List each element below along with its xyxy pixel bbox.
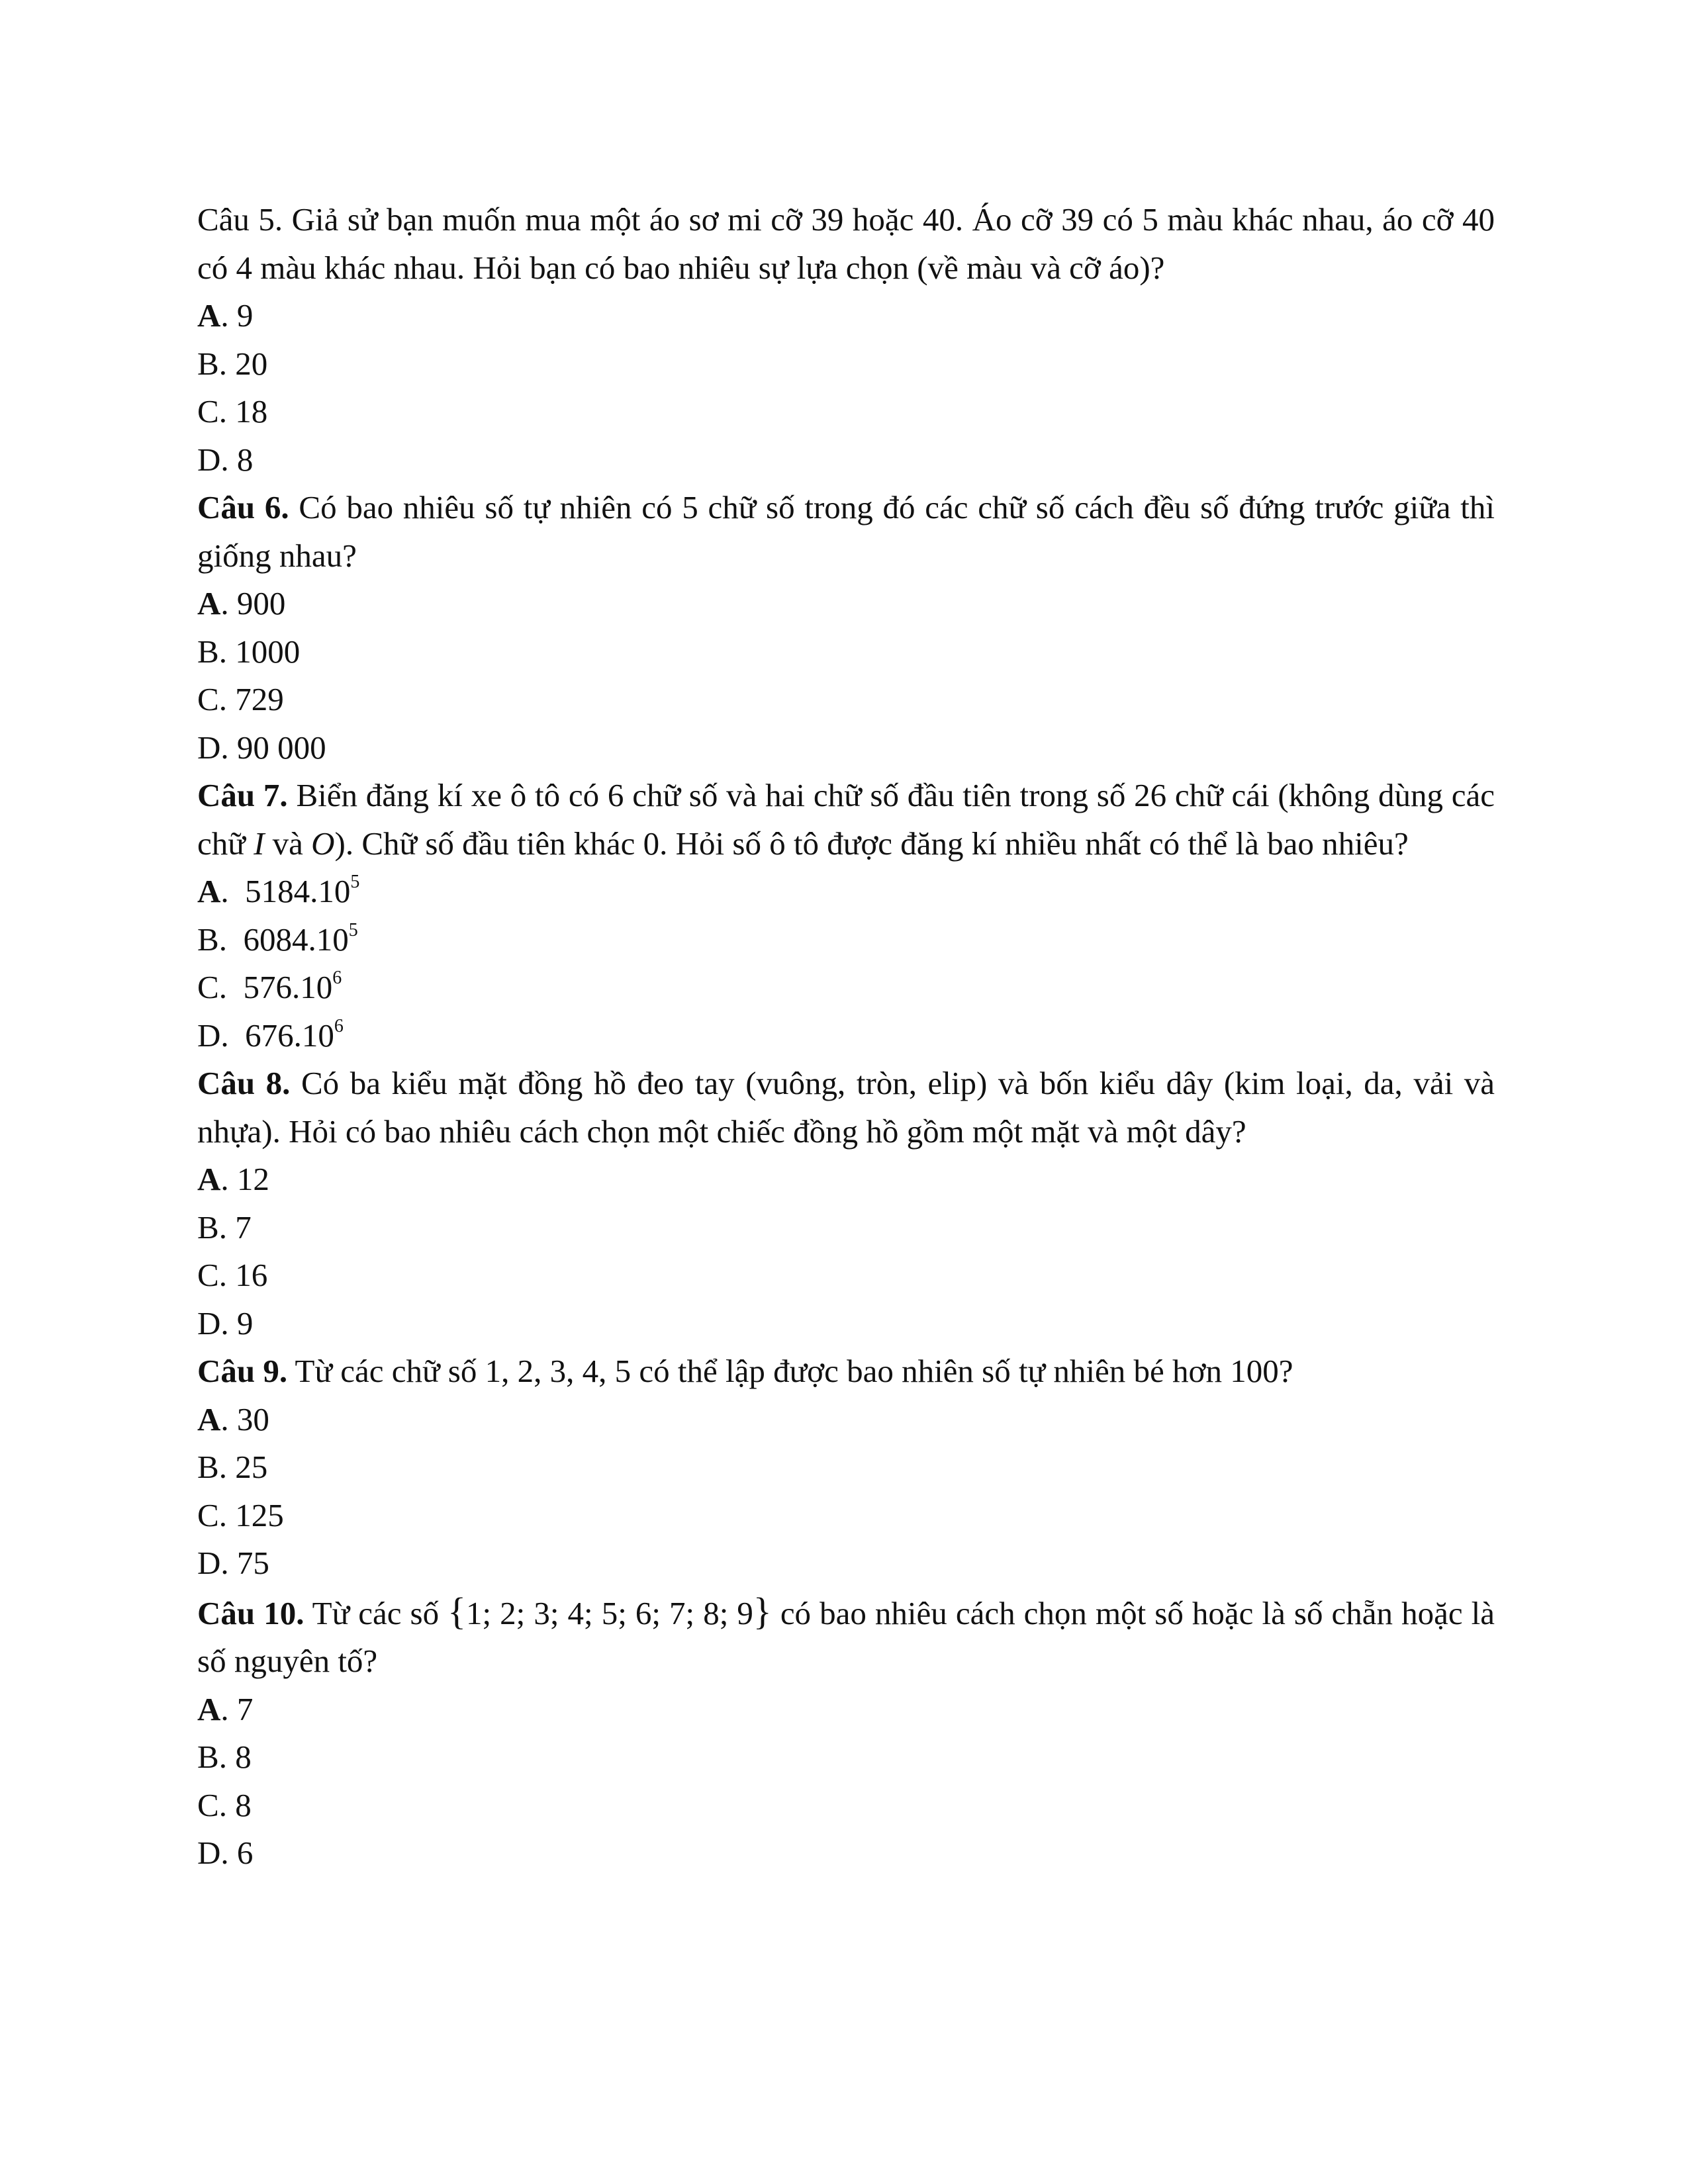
option-letter: A bbox=[197, 873, 221, 909]
set-open-brace: { bbox=[447, 1589, 466, 1633]
option-a: A. 7 bbox=[197, 1690, 254, 1727]
option-value: 5184.10 bbox=[245, 873, 351, 909]
document-page bbox=[197, 196, 1495, 1878]
question-text: Có ba kiểu mặt đồng hồ đeo tay (vuông, tròn, elip) và bốn kiểu dây (kim loại, da, vải và nhựa). Hỏi có bao nhiêu cách chọn một chiếc đồng hồ gồm một mặt và một dây? bbox=[197, 1065, 1495, 1150]
option-b: B. 1000 bbox=[197, 633, 301, 670]
question-5 bbox=[197, 196, 1495, 292]
option-letter: C bbox=[197, 393, 219, 430]
option-exponent: 6 bbox=[334, 1015, 344, 1036]
option-value: 676.10 bbox=[245, 1017, 334, 1054]
option-a: A. 9 bbox=[197, 297, 254, 334]
math-digits: 1, 2, 3, 4, 5 bbox=[485, 1353, 632, 1389]
question-text-part: Từ các chữ số bbox=[295, 1353, 477, 1389]
option-exponent: 5 bbox=[350, 872, 360, 892]
option-value: 576.10 bbox=[243, 969, 333, 1005]
option-value: 6084.10 bbox=[243, 921, 349, 958]
option-value: 12 bbox=[236, 1161, 269, 1197]
option-value: 7 bbox=[235, 1208, 252, 1246]
option-value: 90 000 bbox=[236, 729, 326, 766]
option-letter: B bbox=[197, 1739, 219, 1775]
option-value: 125 bbox=[235, 1496, 284, 1533]
question-text-part: Biển đăng kí xe ô tô có 6 chữ số và hai chữ số đầu tiên trong số 26 chữ cái (không dùng các chữ bbox=[197, 777, 1495, 862]
option-value: 9 bbox=[236, 1304, 254, 1342]
question-text-part: ). Chữ số đầu tiên khác 0. Hỏi số ô tô được đăng kí nhiều nhất có thể là bao nhiêu? bbox=[334, 825, 1409, 862]
option-value: 8 bbox=[235, 1786, 252, 1823]
option-b: B. 20 bbox=[197, 345, 268, 382]
option-d: D. 8 bbox=[197, 441, 254, 478]
question-label: Câu 7. bbox=[197, 777, 288, 813]
option-letter: B bbox=[197, 633, 219, 670]
question-label: Câu 6. bbox=[197, 489, 289, 525]
option-value: 75 bbox=[236, 1545, 269, 1581]
question-7 bbox=[197, 772, 1495, 868]
option-a: A. 30 bbox=[197, 1400, 269, 1437]
option-letter: A bbox=[197, 585, 221, 621]
question-text-part: ? bbox=[1278, 1353, 1293, 1389]
math-variable: I bbox=[254, 825, 265, 862]
option-d: D. 90 000 bbox=[197, 729, 326, 766]
question-text-part: có bao nhiêu cách chọn một số hoặc là số chẵn hoặc là số nguyên tố? bbox=[197, 1594, 1495, 1679]
option-letter: A bbox=[197, 297, 221, 334]
option-exponent: 5 bbox=[348, 919, 358, 940]
option-letter: C bbox=[197, 1257, 219, 1293]
question-10 bbox=[197, 1588, 1495, 1686]
option-letter: C bbox=[197, 681, 219, 717]
option-d: D. 9 bbox=[197, 1304, 254, 1342]
option-letter: D bbox=[197, 1017, 221, 1054]
math-set: 1; 2; 3; 4; 5; 6; 7; 8; 9 bbox=[465, 1594, 753, 1631]
option-value: 6 bbox=[236, 1835, 254, 1871]
option-letter: A bbox=[197, 1400, 221, 1437]
option-letter: C bbox=[197, 1496, 219, 1533]
option-c: C. 729 bbox=[197, 681, 284, 717]
option-letter: D bbox=[197, 441, 221, 478]
option-value: 8 bbox=[235, 1739, 252, 1775]
question-9 bbox=[197, 1347, 1495, 1396]
option-b: B. 8 bbox=[197, 1739, 252, 1775]
math-variable: O bbox=[311, 825, 335, 862]
option-c: C. 8 bbox=[197, 1786, 252, 1823]
set-close-brace: } bbox=[753, 1589, 772, 1633]
option-letter: B bbox=[197, 1449, 219, 1485]
option-letter: D bbox=[197, 1835, 221, 1871]
option-letter: A bbox=[197, 1161, 221, 1197]
option-value: 20 bbox=[235, 345, 268, 382]
option-letter: C bbox=[197, 1786, 219, 1823]
question-text: Giả sử bạn muốn mua một áo sơ mi cỡ 39 hoặc 40. Áo cỡ 39 có 5 màu khác nhau, áo cỡ 40 có 4 màu khác nhau. Hỏi bạn có bao nhiêu sự lựa chọn (về màu và cỡ áo)? bbox=[197, 201, 1495, 286]
option-b: B. 25 bbox=[197, 1449, 268, 1485]
option-d: D. 676.10$^6$ bbox=[197, 1015, 344, 1054]
option-exponent: 6 bbox=[332, 968, 342, 988]
question-6 bbox=[197, 484, 1495, 580]
option-value: 900 bbox=[236, 585, 286, 621]
option-value: 1000 bbox=[235, 633, 301, 670]
option-c: C. 576.10$^6$ bbox=[197, 968, 342, 1005]
option-c: C. 125 bbox=[197, 1496, 284, 1533]
math-number: 100 bbox=[1230, 1353, 1279, 1389]
option-letter: C bbox=[197, 969, 219, 1005]
option-d: D. 75 bbox=[197, 1545, 269, 1581]
option-value: 9 bbox=[236, 297, 254, 334]
option-a: A. 12 bbox=[197, 1161, 269, 1197]
option-letter: B bbox=[197, 345, 219, 382]
question-label: Câu 8. bbox=[197, 1065, 291, 1101]
option-value: 30 bbox=[236, 1400, 269, 1437]
question-label: Câu 10. bbox=[197, 1594, 305, 1631]
question-8 bbox=[197, 1060, 1495, 1156]
question-text: Có bao nhiêu số tự nhiên có 5 chữ số trong đó các chữ số cách đều số đứng trước giữa thì giống nhau? bbox=[197, 489, 1495, 574]
option-value: 25 bbox=[235, 1449, 268, 1485]
option-value: 7 bbox=[236, 1690, 254, 1727]
question-text-part: Từ các số bbox=[312, 1594, 440, 1631]
option-d: D. 6 bbox=[197, 1835, 254, 1871]
option-value: 16 bbox=[235, 1257, 268, 1293]
option-letter: B bbox=[197, 1208, 219, 1246]
option-letter: D bbox=[197, 1545, 221, 1581]
option-letter: D bbox=[197, 729, 221, 766]
option-value: 18 bbox=[235, 393, 268, 430]
option-a: A. 900 bbox=[197, 585, 286, 621]
question-text-part: có thể lập được bao nhiên số tự nhiên bé hơn bbox=[639, 1353, 1222, 1389]
option-c: C. 18 bbox=[197, 393, 268, 430]
option-c: C. 16 bbox=[197, 1257, 268, 1293]
option-b: B. 6084.10$^5$ bbox=[197, 919, 358, 958]
option-a: A. 5184.10$^5$ bbox=[197, 872, 360, 909]
option-b: B. 7 bbox=[197, 1208, 252, 1246]
option-letter: A bbox=[197, 1690, 221, 1727]
question-label: Câu 9. bbox=[197, 1353, 288, 1389]
option-letter: D bbox=[197, 1304, 221, 1342]
option-value: 729 bbox=[235, 681, 284, 717]
option-letter: B bbox=[197, 921, 219, 958]
question-text-part: và bbox=[272, 825, 303, 862]
question-label: Câu 5. bbox=[197, 201, 283, 238]
option-value: 8 bbox=[236, 441, 254, 478]
